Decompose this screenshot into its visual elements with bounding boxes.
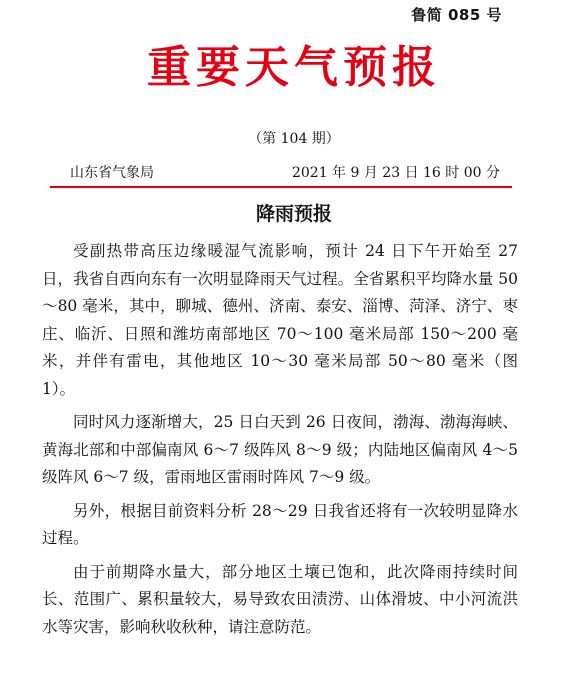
body-text — [42, 238, 518, 647]
document-code: 鲁简 085 号 — [411, 6, 502, 24]
paragraph-2: 同时风力逐渐增大，25 日白天到 26 日夜间，渤海、渤海海峡、黄海北部和中部偏南风 6～7 级阵风 8～9 级；内陆地区偏南风 4～5 级阵风 6～7 级，雷雨地区雷雨时阵风 7～9 级。 — [42, 413, 518, 486]
issuing-agency: 山东省气象局 — [70, 165, 154, 181]
paragraph-1: 受副热带高压边缘暖湿气流影响，预计 24 日下午开始至 27 日，我省自西向东有一次明显降雨天气过程。全省累积平均降水量 50～80 毫米，其中，聊城、德州、济南、泰安、淄博、菏泽、济宁、枣庄、临沂、日照和潍坊南部地区 70～100 毫米局部 150～200 毫米，并伴有雷电，其他地区 10～30 毫米局部 50～80 毫米（图 1）。 — [42, 242, 518, 398]
issue-number: （第 104 期） — [248, 131, 340, 147]
issue-datetime: 2021 年 9 月 23 日 16 时 00 分 — [291, 165, 500, 181]
meta-row — [70, 163, 500, 185]
section-title: 降雨预报 — [255, 203, 332, 225]
paragraph-3: 另外，根据目前资料分析 28～29 日我省还将有一次较明显降水过程。 — [42, 501, 518, 547]
header-divider — [50, 186, 512, 188]
paragraph-4: 由于前期降水量大，部分地区土壤已饱和，此次降雨持续时间长、范围广、累积量较大，易导致农田渍涝、山体滑坡、中小河流洪水等灾害，影响秋收秋种，请注意防范。 — [42, 562, 518, 636]
document-title: 重要天气预报 — [147, 42, 441, 93]
